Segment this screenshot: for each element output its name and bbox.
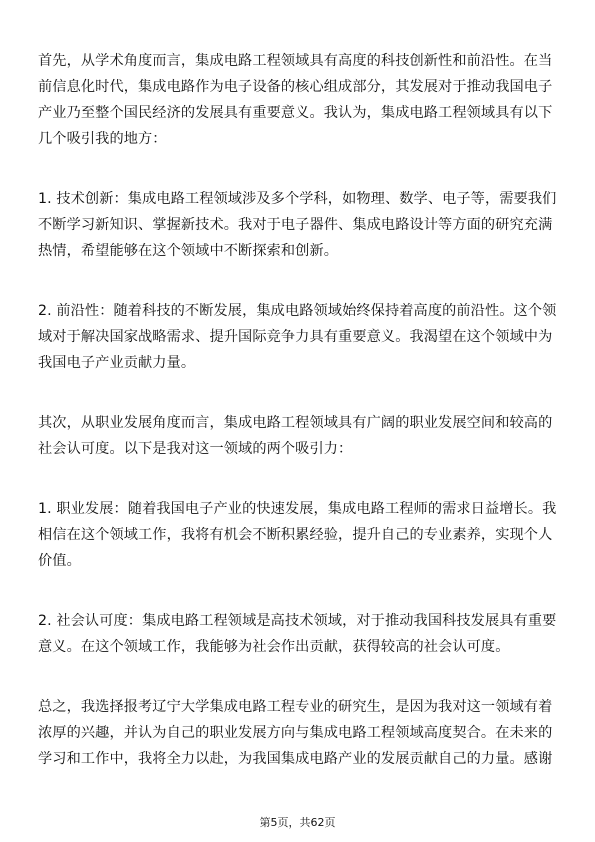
text-line: 2. 社会认可度：集成电路工程领域是高技术领域，对于推动我国科技发展具有重要: [38, 613, 557, 629]
text-line: 产业乃至整个国民经济的发展具有重要意义。我认为，集成电路工程领域具有以下: [38, 105, 553, 121]
paragraph-tech-innovation: [38, 186, 558, 264]
text-line: 域对于解决国家战略需求、提升国际竞争力具有重要意义。我渴望在这个领域中为: [38, 329, 553, 345]
paragraph-frontier: [38, 298, 558, 376]
text-line: 1. 技术创新：集成电路工程领域涉及多个学科，如物理、数学、电子等，需要我们: [38, 191, 557, 207]
text-line: 意义。在这个领域工作，我能够为社会作出贡献，获得较高的社会认可度。: [38, 639, 510, 655]
text-line: 前信息化时代，集成电路作为电子设备的核心组成部分，其发展对于推动我国电子: [38, 79, 553, 95]
paragraph-gap: [38, 264, 558, 298]
text-line: 相信在这个领域工作，我将有机会不断积累经验，提升自己的专业素养，实现个人: [38, 527, 553, 543]
text-line: 不断学习新知识、掌握新技术。我对于电子器件、集成电路设计等方面的研究充满: [38, 217, 553, 233]
paragraph-conclusion: [38, 694, 558, 772]
paragraph-intro: [38, 48, 558, 152]
paragraph-career-intro: [38, 410, 558, 462]
paragraph-career-development: [38, 496, 558, 574]
document-body: [38, 48, 558, 772]
paragraph-social-recognition: [38, 608, 558, 660]
text-line: 1. 职业发展：随着我国电子产业的快速发展，集成电路工程师的需求日益增长。我: [38, 501, 557, 517]
paragraph-gap: [38, 574, 558, 608]
paragraph-gap: [38, 462, 558, 496]
text-line: 首先，从学术角度而言，集成电路工程领域具有高度的科技创新性和前沿性。在当: [38, 53, 553, 69]
text-line: 热情，希望能够在这个领域中不断探索和创新。: [38, 243, 339, 259]
paragraph-gap: [38, 376, 558, 410]
text-line: 2. 前沿性：随着科技的不断发展，集成电路领域始终保持着高度的前沿性。这个领: [38, 303, 557, 319]
text-line: 学习和工作中，我将全力以赴，为我国集成电路产业的发展贡献自己的力量。感谢: [38, 751, 553, 767]
paragraph-gap: [38, 660, 558, 694]
text-line: 社会认可度。以下是我对这一领域的两个吸引力：: [38, 441, 353, 457]
text-line: 浓厚的兴趣，并认为自己的职业发展方向与集成电路工程领域高度契合。在未来的: [38, 725, 553, 741]
text-line: 总之，我选择报考辽宁大学集成电路工程专业的研究生，是因为我对这一领域有着: [38, 699, 553, 715]
page-number-footer: 第5页，共62页: [259, 816, 336, 829]
text-line: 其次，从职业发展角度而言，集成电路工程领域具有广阔的职业发展空间和较高的: [38, 415, 553, 431]
text-line: 几个吸引我的地方：: [38, 131, 167, 147]
paragraph-gap: [38, 152, 558, 186]
text-line: 价值。: [38, 553, 81, 569]
text-line: 我国电子产业贡献力量。: [38, 355, 196, 371]
